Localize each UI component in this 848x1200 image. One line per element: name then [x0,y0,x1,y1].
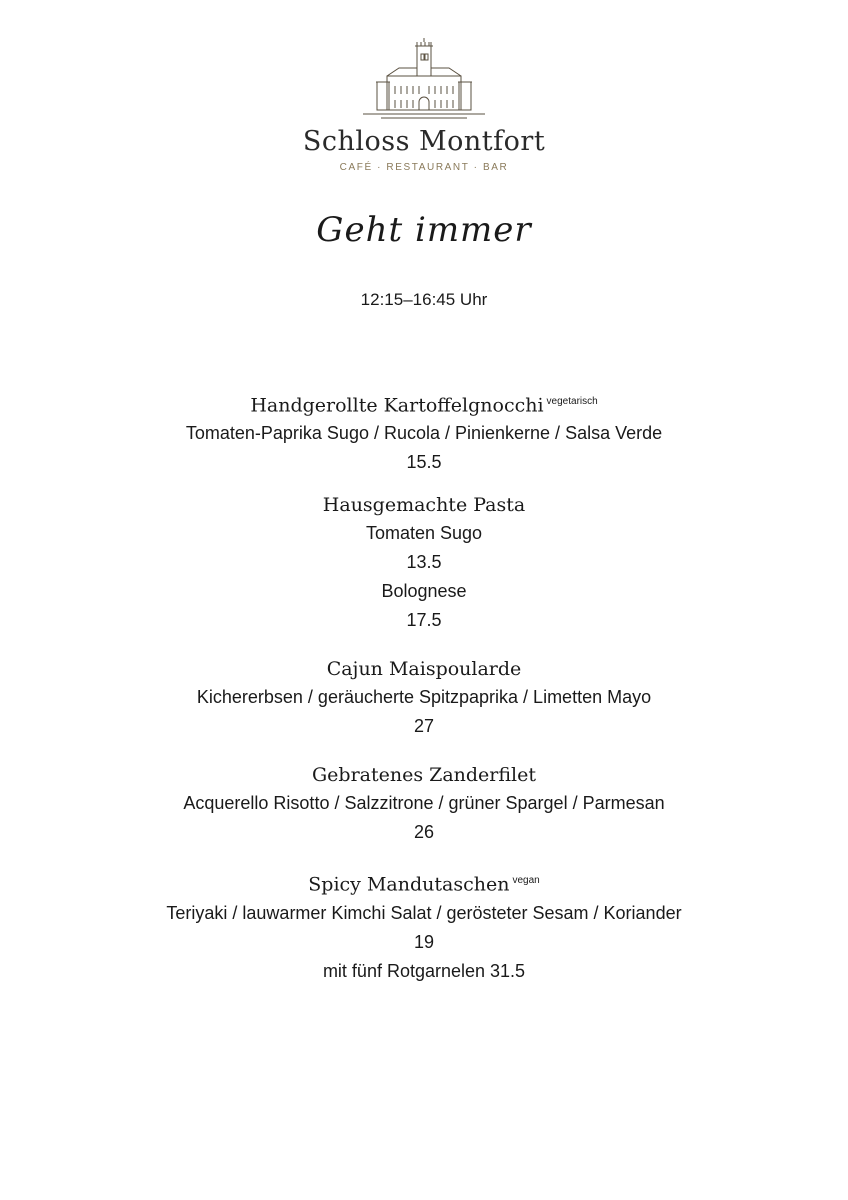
section-hours: 12:15–16:45 Uhr [360,290,488,309]
brand-logo [0,38,848,173]
dish-price: 13.5 [406,552,442,573]
diet-tag: vegetarisch [546,396,598,407]
dish-description: Tomaten-Paprika Sugo / Rucola / Pinienkerne / Salsa Verde [185,423,663,444]
dish-description: Kichererbsen / geräucherte Spitzpaprika / Limetten Mayo [196,687,652,708]
dish-description: Teriyaki / lauwarmer Kimchi Salat / gerösteter Sesam / Koriander [166,902,682,923]
diet-tag: vegan [512,875,540,887]
menu-item-pasta [0,491,848,635]
castle-icon [359,38,489,120]
dish-price: 17.5 [406,610,442,631]
menu-item-zander [0,761,848,847]
dish-option: Tomaten Sugo [365,523,483,544]
menu-list [0,388,848,986]
dish-option: Bolognese [381,581,467,602]
menu-item-poularde [0,655,848,741]
brand-tagline: CAFÉ · RESTAURANT · BAR [339,162,509,173]
dish-name: Spicy Mandutaschen [308,873,510,896]
dish-name: Handgerollte Kartoffelgnocchi [250,394,544,417]
dish-name: Cajun Maispoularde [326,658,522,681]
dish-extra: mit fünf Rotgarnelen 31.5 [322,960,526,981]
dish-name: Gebratenes Zanderfilet [311,764,537,787]
dish-description: Acquerello Risotto / Salzzitrone / grüner Spargel / Parmesan [183,793,665,814]
dish-price: 15.5 [406,452,442,473]
menu-item-mandu [0,867,848,985]
brand-name: Schloss Montfort [302,126,546,157]
dish-price: 19 [413,931,435,952]
dish-price: 27 [413,716,435,737]
dish-name: Hausgemachte Pasta [322,494,526,517]
dish-price: 26 [413,822,435,843]
section-title: Geht immer [316,210,532,250]
menu-item-gnocchi [0,388,848,477]
